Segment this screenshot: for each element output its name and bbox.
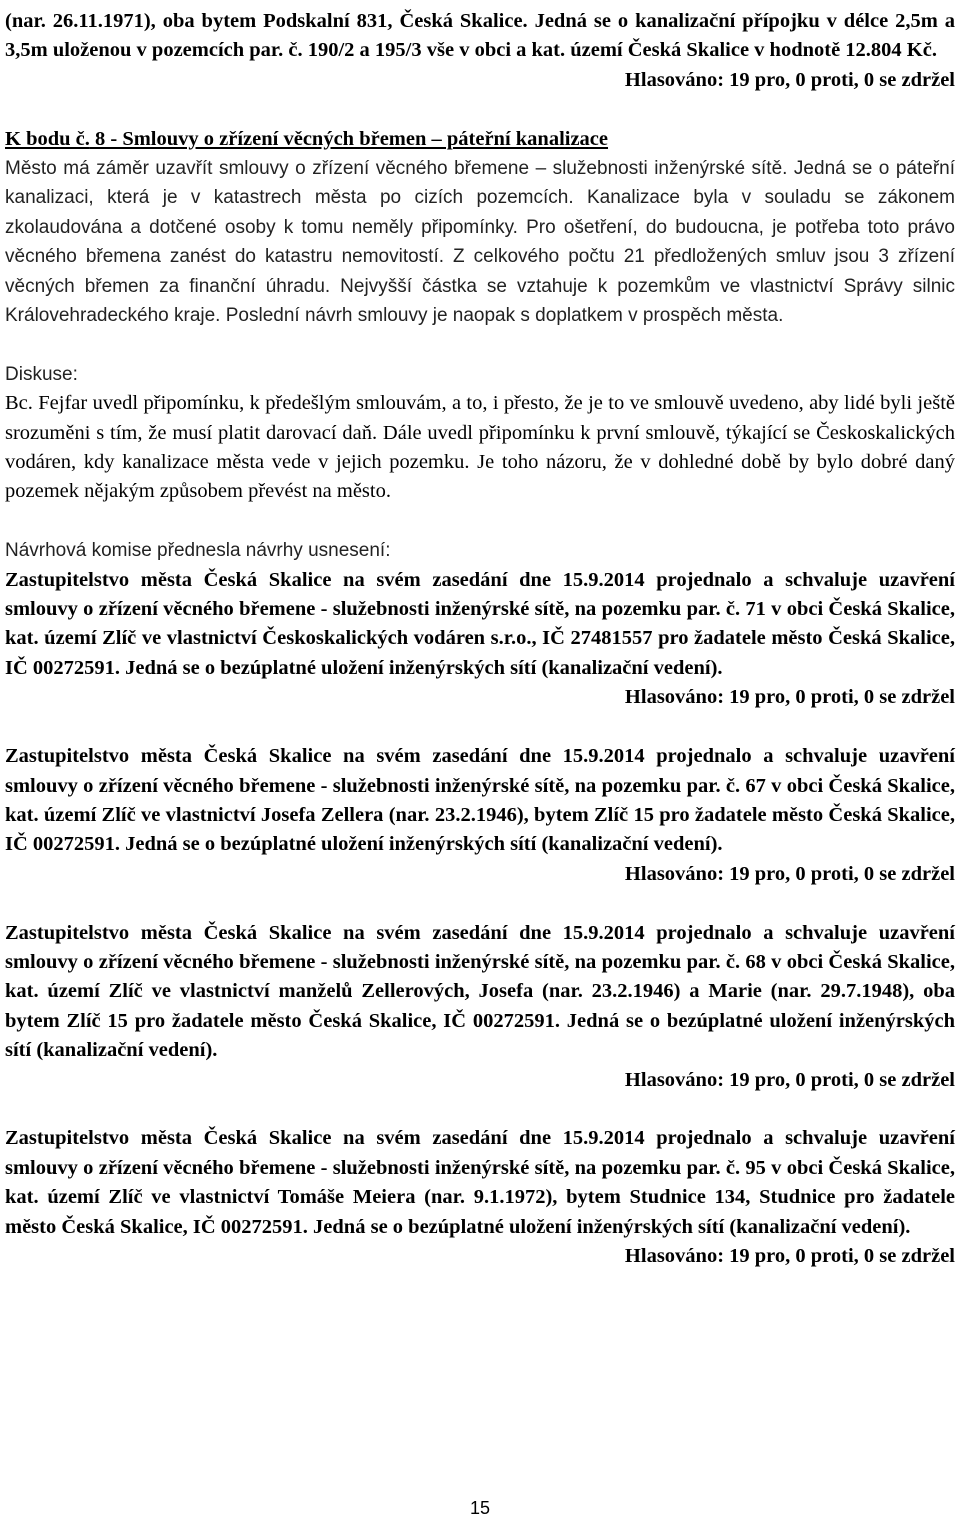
section-title: 8 - Smlouvy o zřízení věcných břemen – páteřní kanalizace: [89, 127, 609, 150]
resolution-text: Zastupitelstvo města Česká Skalice na svém zasedání dne 15.9.2014 projednalo a schvaluje uzavření smlouvy o zřízení věcného břemene - služebnosti inženýrské sítě, na pozemku par. č. 95 v obci Česká Skalice, kat. území Zlíč ve vlastnictví Tomáše Meiera (nar. 9.1.1972), bytem Studnice 134, Studnice pro žadatele město Česká Skalice, IČ 00272591. Jedná se o bezúplatné uložení inženýrských sítí (kanalizační vedení).: [5, 1127, 955, 1238]
spacer: [5, 507, 955, 536]
section-prefix: K bodu č.: [5, 127, 90, 150]
spacer: [5, 330, 955, 359]
resolution-text: Zastupitelstvo města Česká Skalice na svém zasedání dne 15.9.2014 projednalo a schvaluje uzavření smlouvy o zřízení věcného břemene - služebnosti inženýrské sítě, na pozemku par. č. 68 v obci Česká Skalice, kat. území Zlíč ve vlastnictví manželů Zellerových, Josefa (nar. 23.2.1946) a Marie (nar. 29.7.1948), oba bytem Zlíč 15 pro žadatele město Česká Skalice, IČ 00272591. Jedná se o bezúplatné uložení inženýrských sítí (kanalizační vedení).: [5, 921, 955, 1062]
page-number: 15: [469, 1498, 491, 1518]
resolution-vote: Hlasováno: 19 pro, 0 proti, 0 se zdržel: [624, 686, 955, 709]
intro-paragraph: (nar. 26.11.1971), oba bytem Podskalní 831, Česká Skalice. Jedná se o kanalizační přípojku v délce 2,5m a 3,5m uloženou v pozemcích par. č. 190/2 a 195/3 vše v obci a kat. území Česká Skalice v hodnotě 12.804 Kč.: [5, 10, 955, 62]
resolution-vote: Hlasováno: 19 pro, 0 proti, 0 se zdržel: [624, 862, 955, 885]
resolution-text: Zastupitelstvo města Česká Skalice na svém zasedání dne 15.9.2014 projednalo a schvaluje uzavření smlouvy o zřízení věcného břemene - služebnosti inženýrské sítě, na pozemku par. č. 67 v obci Česká Skalice, kat. území Zlíč ve vlastnictví Josefa Zellera (nar. 23.2.1946), bytem Zlíč 15 pro žadatele město Česká Skalice, IČ 00272591. Jedná se o bezúplatné uložení inženýrských sítí (kanalizační vedení).: [5, 745, 955, 856]
discussion-label: Diskuse:: [5, 363, 78, 385]
section-body: Město má záměr uzavřít smlouvy o zřízení věcného břemene – služebnosti inženýrské sítě. Jedná se o páteřní kanalizaci, která je v katastrech města po cizích pozemcích. Kanalizace byla v souladu se zákonem zkolaudována a dotčené osoby k tomu neměly připomínky. Pro ošetření, do budoucna, je potřeba toto právo věcného břemena zanést do katastru nemovitostí. Z celkového počtu 21 předložených smluv jsou 3 zřízení věcných břemen za finanční úhradu. Nejvyšší částka se vztahuje k pozemkům ve vlastnictví Správy silnic Královehradeckého kraje. Poslední návrh smlouvy je naopak s doplatkem v prospěch města.: [5, 158, 955, 327]
proposals-label: Návrhová komise přednesla návrhy usnesení:: [5, 540, 391, 562]
discussion-text: Bc. Fejfar uvedl připomínku, k předešlým smlouvám, a to, i přesto, že je to ve smlouvě uvedeno, aby lidé byli ještě srozuměni s tím, že musí platit darovací daň. Dále uvedl připomínku k první smlouvě, týkající se Českoskalických vodáren, kdy kanalizace města vede v jejich pozemku. Je toho názoru, že v dohledné době by bylo dobré daný pozemek nějakým způsobem převést na město.: [5, 392, 955, 503]
resolution-vote: Hlasováno: 19 pro, 0 proti, 0 se zdržel: [624, 1244, 955, 1267]
section-heading: [5, 125, 955, 154]
spacer: [5, 889, 955, 918]
resolution-vote: Hlasováno: 19 pro, 0 proti, 0 se zdržel: [624, 1068, 955, 1091]
spacer: [5, 95, 955, 124]
intro-vote: Hlasováno: 19 pro, 0 proti, 0 se zdržel: [624, 68, 955, 91]
spacer: [5, 713, 955, 742]
resolution-text: Zastupitelstvo města Česká Skalice na svém zasedání dne 15.9.2014 projednalo a schvaluje uzavření smlouvy o zřízení věcného břemene - služebnosti inženýrské sítě, na pozemku par. č. 71 v obci Česká Skalice, kat. území Zlíč ve vlastnictví Českoskalických vodáren s.r.o., IČ 27481557 pro žadatele město Česká Skalice, IČ 00272591. Jedná se o bezúplatné uložení inženýrských sítí (kanalizační vedení).: [5, 568, 955, 679]
spacer: [5, 1095, 955, 1124]
document-page: [5, 7, 955, 1271]
